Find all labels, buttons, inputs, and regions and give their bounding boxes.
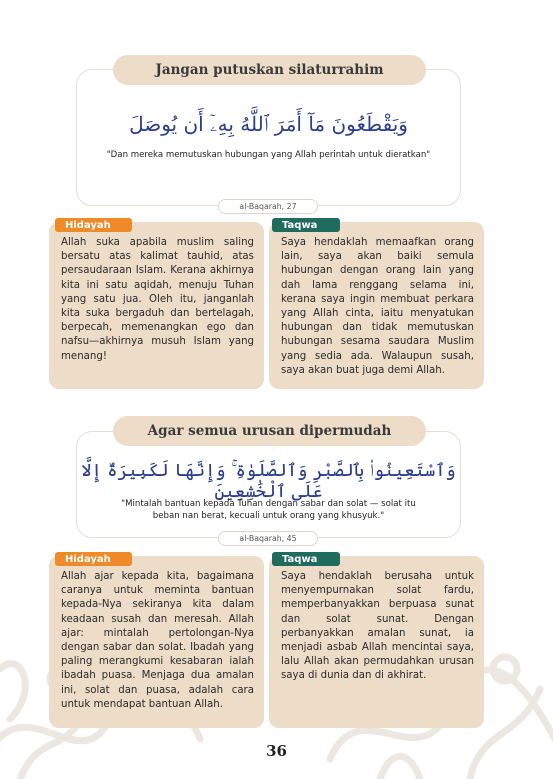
- taqwa-tag-2: [272, 552, 340, 566]
- verse-reference-2-text: al-Baqarah, 45: [239, 534, 297, 543]
- taqwa-text-2: Saya hendaklah berusaha untuk menyempurnakan solat fardu, memperbanyakkan berpuasa sunat dan solat sunat. Dengan perbanyakkan amalan sunat, ia menjadi asbab Allah mencintai saya, lalu Allah akan permudahkan urusan saya di dunia dan di akhirat.: [281, 571, 474, 682]
- hidayah-box-2: [49, 553, 264, 728]
- section-title-1-text: Jangan putuskan silaturrahim: [155, 62, 384, 78]
- verse-translation-2: [90, 498, 447, 523]
- verse-reference-1: [218, 199, 318, 214]
- verse-card-1: [76, 69, 461, 206]
- verse-reference-1-text: al-Baqarah, 27: [239, 202, 297, 211]
- verse-translation-2-line2: beban nan berat, kecuali untuk orang yang khusyuk.": [152, 511, 385, 522]
- arabic-verse-2: وَٱسْتَعِينُوا۟ بِٱلصَّبْرِ وَٱلصَّلَوٰةِ ۚ وَإِنَّهَا لَكَبِيرَةٌ إِلَّا عَلَى ٱلْخَٰشِعِينَ: [81, 461, 456, 502]
- verse-translation-2-line1: "Mintalah bantuan kepada Tuhan dengan sabar dan solat — solat itu: [121, 499, 416, 509]
- section-title-2: [113, 416, 426, 446]
- section-title-2-text: Agar semua urusan dipermudah: [147, 423, 392, 439]
- taqwa-tag-1: [272, 218, 340, 232]
- page-number: 36: [266, 742, 287, 760]
- hidayah-tag-2-label: Hidayah: [65, 553, 111, 565]
- verse-reference-2: [218, 531, 318, 546]
- hidayah-tag-1: [55, 218, 132, 232]
- taqwa-box-2: [269, 553, 484, 728]
- arabic-verse-1: وَيَقْطَعُونَ مَآ أَمَرَ ٱللَّهُ بِهِۦٓ أَن يُوصَلَ: [129, 112, 408, 136]
- section-title-1: [113, 55, 426, 85]
- hidayah-text-1: Allah suka apabila muslim saling bersatu atas kalimat tauhid, atas persaudaraan Islam. Kerana akhirnya kita ini satu aqidah, menuju Tuhan yang satu jua. Oleh itu, janganlah kita suka bergaduh dan bertelagah, berpecah, memenangkan ego dan nafsu—akhirnya musuh Islam yang menang!: [61, 237, 254, 362]
- taqwa-tag-2-label: Taqwa: [282, 553, 318, 565]
- hidayah-tag-1-label: Hidayah: [65, 219, 111, 231]
- taqwa-tag-1-label: Taqwa: [282, 219, 318, 231]
- verse-translation-1: "Dan mereka memutuskan hubungan yang Allah perintah untuk dieratkan": [106, 150, 431, 160]
- hidayah-box-1: [49, 219, 264, 389]
- hidayah-text-2: Allah ajar kepada kita, bagaimana caranya untuk meminta bantuan kepada-Nya sekiranya kita dalam keadaan susah dan meresah. Allah ajar: mintalah pertolongan-Nya dengan sabar dan solat. Ibadah yang paling merangkumi kesabaran ialah ibadah puasa. Menjaga dua amalan ini, solat dan puasa, adalah cara untuk mendapat bantuan Allah.: [61, 571, 254, 710]
- hidayah-tag-2: [55, 552, 132, 566]
- taqwa-text-1: Saya hendaklah memaafkan orang lain, saya akan baiki semula hubungan dengan orang lain yang dah lama renggang selama ini, kerana saya ingin membuat perkara yang Allah cinta, iaitu menyatukan hubungan dan tidak memutuskan hubungan sesama saudara Muslim yang sedia ada. Walaupun susah, saya akan buat juga demi Allah.: [281, 237, 474, 376]
- taqwa-box-1: [269, 219, 484, 389]
